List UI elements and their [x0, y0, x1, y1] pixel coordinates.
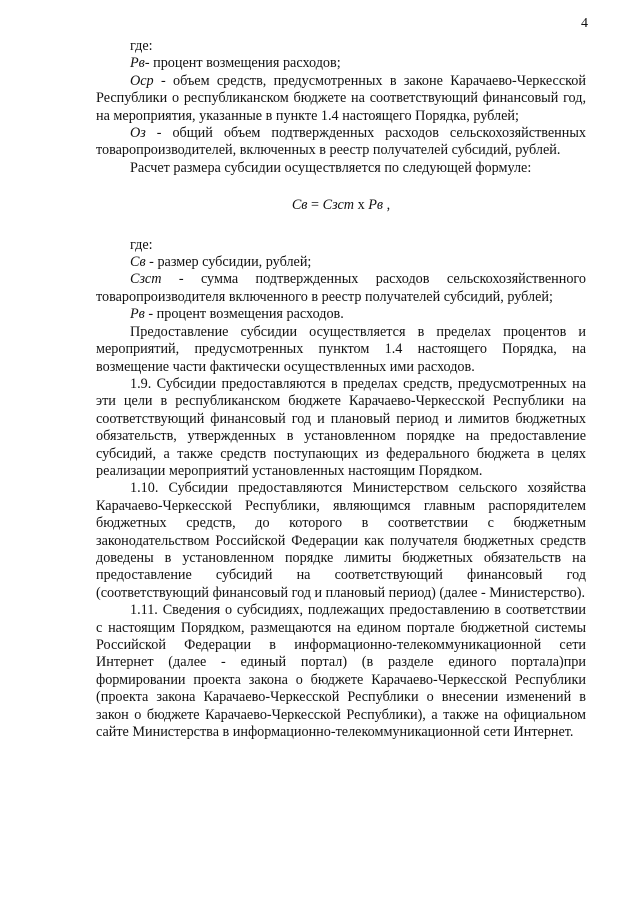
document-body: [96, 38, 586, 741]
definition-text: - общий объем подтвержденных расходов сельскохозяйственных товаропроизводителей, включенных в реестр получателей субсидий, рублей.: [96, 125, 586, 159]
definition-text: - размер субсидии, рублей;: [145, 254, 312, 271]
paragraph-1-10: 1.10. Субсидии предоставляются Министерством сельского хозяйства Карачаево-Черкесской Республики, являющимся главным распорядителем бюджетных средств, до которого в соответствии с бюджетным законодательством Российской Федерации как получателя бюджетных средств доведены в установленном порядке лимиты бюджетных обязательств на предоставление субсидий на соответствующий финансовый год (соответствующий финансовый год и плановый период) (далее - Министерство).: [96, 480, 586, 601]
definition-text: - процент возмещения расходов;: [144, 55, 341, 72]
term: Рв: [130, 55, 145, 72]
term: Оз: [130, 125, 146, 142]
term: Рв: [130, 306, 145, 323]
definition-szst: [96, 271, 586, 306]
calc-intro: Расчет размера субсидии осуществляется по следующей формуле:: [130, 159, 532, 176]
where-label-2: где:: [130, 236, 153, 253]
term: Оср: [130, 72, 154, 89]
formula-a: Сзст: [322, 197, 355, 214]
definition-rv-1: [96, 55, 586, 72]
definition-rv-2: [96, 306, 586, 323]
paragraph-1-11: 1.11. Сведения о субсидиях, подлежащих предоставлению в соответствии с настоящим Порядком, размещаются на едином портале бюджетной системы Российской Федерации в информационно-телекоммуникационной сети Интернет (далее - единый портал) (в разделе единого портала)при формировании проекта закона о бюджете Карачаево-Черкесской Республики (проекта закона Карачаево-Черкесской Республики о внесении изменений в закон о бюджете Карачаево-Черкесской Республики), а также на официальном сайте Министерства в информационно-телекоммуникационной сети Интернет.: [96, 602, 586, 741]
formula-end: ,: [383, 197, 391, 214]
definition-text: - процент возмещения расходов.: [144, 306, 344, 323]
formula-eq: =: [307, 197, 323, 214]
definition-text: - сумма подтвержденных расходов сельскохозяйственного товаропроизводителя включенного в реестр получателей субсидий, рублей;: [96, 271, 586, 305]
term: Св: [130, 254, 146, 271]
paragraph-provision: Предоставление субсидии осуществляется в пределах процентов и мероприятий, предусмотренных пунктом 1.4 настоящего Порядка, на возмещение части фактически осуществленных ими расходов.: [96, 323, 586, 375]
page-number: 4: [581, 16, 588, 31]
formula: [96, 197, 586, 214]
definition-osr: [96, 73, 586, 125]
formula-op: х: [354, 197, 369, 214]
paragraph-1-9: 1.9. Субсидии предоставляются в пределах средств, предусмотренных на эти цели в республиканском бюджете Карачаево-Черкесской Республики на соответствующий финансовый год и плановый период и лимитов бюджетных обязательств, утвержденных в установленном порядке на предоставление субсидий, а также средств поступающих из федерального бюджета в целях реализации мероприятий установленных настоящим Порядком.: [96, 375, 586, 479]
formula-lhs: Св: [291, 197, 308, 214]
definition-text: - объем средств, предусмотренных в законе Карачаево-Черкесской Республики о республиканском бюджете на соответствующий финансовый год, на мероприятия, указанные в пункте 1.4 настоящего Порядка, рублей;: [96, 72, 586, 124]
definition-oz: [96, 125, 586, 160]
term: Сзст: [130, 271, 162, 288]
definition-sv: [96, 254, 586, 271]
formula-b: Рв: [368, 197, 384, 214]
where-label-1: где:: [130, 38, 153, 54]
